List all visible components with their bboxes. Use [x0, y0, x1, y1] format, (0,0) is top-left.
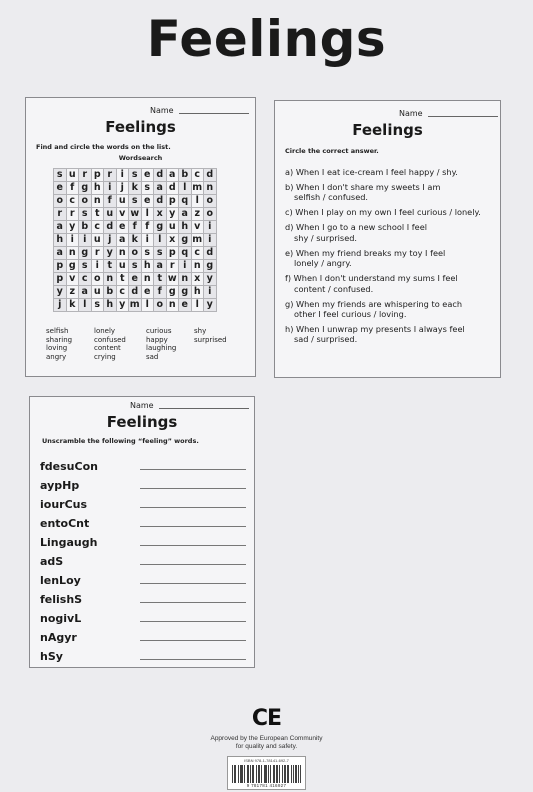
grid-letter: g — [79, 247, 92, 260]
question-continuation: shy / surprised. — [294, 232, 358, 243]
barcode-bar — [232, 765, 233, 783]
question-continuation: content / confused. — [294, 283, 374, 294]
grid-letter: c — [116, 286, 129, 299]
grid-letter: p — [91, 169, 104, 182]
grid-letter: n — [104, 273, 117, 286]
grid-letter: r — [54, 208, 67, 221]
question-item — [285, 299, 497, 320]
answer-line — [140, 507, 246, 508]
grid-letter: u — [166, 221, 179, 234]
barcode-bar — [250, 765, 251, 783]
grid-letter: c — [79, 273, 92, 286]
grid-row — [54, 234, 217, 247]
grid-letter: h — [54, 234, 67, 247]
question-list — [285, 167, 497, 349]
barcode-bar — [247, 765, 248, 783]
grid-letter: c — [191, 169, 204, 182]
question-item — [285, 167, 497, 177]
barcode-bar — [241, 765, 242, 783]
question-continuation: sad / surprised. — [294, 334, 358, 345]
name-field — [399, 109, 498, 118]
grid-letter: l — [79, 299, 92, 312]
grid-letter: i — [141, 234, 154, 247]
scrambled-word: adS — [40, 555, 64, 568]
answer-line — [140, 583, 246, 584]
grid-letter: e — [116, 221, 129, 234]
grid-letter: d — [129, 286, 142, 299]
unscramble-row — [40, 549, 252, 568]
grid-letter: i — [66, 234, 79, 247]
barcode-bar — [248, 765, 249, 783]
scrambled-word: iourCus — [40, 498, 88, 511]
sheet-title: Feelings — [106, 413, 178, 431]
scrambled-word: nAgyr — [40, 631, 77, 644]
question-continuation: selfish / confused. — [294, 192, 369, 203]
barcode-bar — [261, 765, 262, 783]
unscramble-sheet — [29, 396, 255, 668]
word-list-item: laughing — [146, 344, 177, 353]
grid-letter: g — [179, 234, 192, 247]
grid-letter: n — [166, 299, 179, 312]
grid-letter: u — [66, 169, 79, 182]
question-item — [285, 222, 497, 243]
word-list-column — [146, 327, 194, 361]
grid-letter: o — [91, 273, 104, 286]
scrambled-word: felishS — [40, 593, 83, 606]
answer-line — [140, 659, 246, 660]
grid-letter: o — [54, 195, 67, 208]
instruction-text: Find and circle the words on the list. — [36, 143, 171, 151]
barcode-bar — [259, 765, 260, 783]
answer-line — [140, 488, 246, 489]
question-text: c) When I play on my own I feel curious / lonely. — [285, 207, 481, 218]
grid-letter: x — [154, 208, 167, 221]
grid-letter: i — [204, 221, 217, 234]
name-line — [179, 113, 249, 114]
grid-letter: a — [79, 286, 92, 299]
barcode-bar — [266, 765, 267, 783]
grid-letter: i — [204, 234, 217, 247]
grid-letter: y — [204, 299, 217, 312]
grid-letter: r — [166, 260, 179, 273]
word-list-item: content — [94, 344, 121, 353]
grid-letter: c — [191, 247, 204, 260]
barcode-bar — [291, 765, 292, 783]
grid-letter: k — [66, 299, 79, 312]
barcode-bar — [235, 765, 236, 783]
grid-letter: o — [204, 208, 217, 221]
grid-letter: o — [79, 195, 92, 208]
grid-letter: n — [191, 260, 204, 273]
grid-letter: l — [191, 195, 204, 208]
scrambled-word: entoCnt — [40, 517, 90, 530]
grid-letter: r — [79, 169, 92, 182]
unscramble-row — [40, 511, 252, 530]
grid-letter: a — [179, 208, 192, 221]
grid-letter: e — [129, 273, 142, 286]
scrambled-word: aypHp — [40, 479, 80, 492]
barcode-bar — [258, 765, 259, 783]
word-list-column — [46, 327, 94, 361]
grid-letter: t — [154, 273, 167, 286]
grid-letter: d — [104, 221, 117, 234]
word-list-item: loving — [46, 344, 68, 353]
barcode-bar — [268, 765, 269, 783]
grid-letter: s — [154, 247, 167, 260]
isbn-text: ISBN 978-1-78141-692-7 — [244, 758, 289, 763]
name-label: Name — [130, 401, 154, 410]
unscramble-row — [40, 587, 252, 606]
grid-letter: g — [204, 260, 217, 273]
grid-letter: o — [154, 299, 167, 312]
barcode-bar — [295, 765, 296, 783]
question-text: f) When I don't understand my sums I feel — [285, 273, 458, 284]
grid-letter: x — [191, 273, 204, 286]
grid-letter: e — [141, 195, 154, 208]
grid-letter: t — [104, 260, 117, 273]
grid-letter: s — [129, 260, 142, 273]
barcode-bar — [287, 765, 288, 783]
grid-letter: e — [141, 286, 154, 299]
grid-letter: e — [179, 299, 192, 312]
word-list-item: confused — [94, 335, 126, 344]
question-item — [285, 324, 497, 345]
grid-letter: k — [129, 234, 142, 247]
answer-line — [140, 564, 246, 565]
barcode-bar — [300, 765, 301, 783]
name-line — [428, 116, 498, 117]
word-list-item: curious — [146, 327, 172, 335]
barcode-bar — [284, 765, 285, 783]
grid-letter: v — [191, 221, 204, 234]
question-text: e) When my friend breaks my toy I feel — [285, 247, 446, 258]
grid-letter: d — [154, 169, 167, 182]
word-list-column — [94, 327, 146, 361]
grid-letter: f — [104, 195, 117, 208]
grid-letter: y — [204, 273, 217, 286]
grid-letter: a — [166, 169, 179, 182]
page-title: Feelings — [146, 10, 387, 68]
answer-line — [140, 469, 246, 470]
grid-letter: z — [66, 286, 79, 299]
barcode-bar — [264, 765, 265, 783]
grid-letter: f — [154, 286, 167, 299]
grid-letter: u — [104, 208, 117, 221]
barcode — [227, 756, 306, 790]
grid-letter: u — [116, 195, 129, 208]
question-text: d) When I go to a new school I feel — [285, 222, 428, 233]
grid-letter: d — [154, 195, 167, 208]
grid-letter: m — [192, 182, 203, 193]
grid-letter: c — [66, 195, 79, 208]
unscramble-row — [40, 473, 252, 492]
grid-letter: y — [166, 208, 179, 221]
word-list-item: sharing — [46, 335, 73, 344]
grid-letter: p — [166, 195, 179, 208]
grid-letter: a — [116, 234, 129, 247]
grid-letter: f — [66, 182, 79, 195]
barcode-bar — [285, 765, 286, 783]
grid-letter: l — [141, 299, 154, 312]
barcode-bar — [253, 765, 254, 783]
grid-letter: l — [179, 182, 192, 195]
grid-letter: g — [154, 221, 167, 234]
word-list — [46, 327, 234, 361]
grid-row — [54, 299, 217, 312]
barcode-bar — [270, 765, 271, 783]
grid-letter: h — [104, 299, 117, 312]
grid-letter: g — [179, 286, 192, 299]
word-list-item: selfish — [46, 327, 69, 335]
grid-row — [54, 221, 217, 234]
answer-line — [140, 545, 246, 546]
question-text: a) When I eat ice-cream I feel happy / shy. — [285, 167, 458, 177]
answer-line — [140, 602, 246, 603]
grid-letter: t — [91, 208, 104, 221]
grid-letter: y — [54, 286, 67, 299]
unscramble-row — [40, 530, 252, 549]
grid-letter: e — [54, 182, 67, 195]
instruction-text: Unscramble the following “feeling” words. — [42, 437, 199, 445]
unscramble-row — [40, 492, 252, 511]
grid-letter: m — [192, 234, 203, 245]
grid-letter: r — [66, 208, 79, 221]
grid-letter: s — [129, 195, 142, 208]
grid-letter: r — [104, 169, 117, 182]
scrambled-word: Lingaugh — [40, 536, 98, 549]
question-continuation: other I feel curious / loving. — [294, 309, 407, 320]
answer-line — [140, 621, 246, 622]
grid-letter: n — [116, 247, 129, 260]
name-field — [150, 106, 249, 115]
answer-line — [140, 526, 246, 527]
grid-letter: x — [166, 234, 179, 247]
grid-letter: b — [79, 221, 92, 234]
grid-letter: m — [129, 299, 140, 310]
grid-letter: o — [204, 195, 217, 208]
grid-letter: q — [179, 247, 192, 260]
grid-letter: s — [54, 169, 67, 182]
barcode-bars — [232, 765, 301, 783]
wordsearch-heading: Wordsearch — [118, 154, 163, 162]
grid-letter: l — [141, 208, 154, 221]
grid-letter: i — [91, 260, 104, 273]
question-continuation: lonely / angry. — [294, 258, 352, 269]
word-list-column — [194, 327, 234, 361]
grid-letter: w — [167, 273, 177, 284]
wordsearch-grid — [53, 168, 217, 312]
grid-row — [54, 260, 217, 273]
question-item — [285, 248, 497, 269]
grid-letter: a — [54, 247, 67, 260]
grid-letter: a — [154, 182, 167, 195]
scrambled-word: hSy — [40, 650, 63, 663]
grid-row — [54, 169, 217, 182]
grid-letter: n — [141, 273, 154, 286]
grid-letter: s — [141, 182, 154, 195]
grid-letter: l — [191, 299, 204, 312]
barcode-bar — [244, 765, 245, 783]
grid-letter: d — [166, 182, 179, 195]
grid-letter: i — [104, 182, 117, 195]
scrambled-word: nogivL — [40, 612, 82, 625]
grid-letter: o — [129, 247, 142, 260]
grid-letter: n — [66, 247, 79, 260]
barcode-number: 9 781781 416927 — [246, 783, 287, 788]
grid-letter: a — [154, 260, 167, 273]
grid-letter: d — [204, 169, 217, 182]
unscramble-list — [40, 454, 252, 663]
grid-letter: s — [129, 169, 142, 182]
grid-letter: v — [116, 208, 129, 221]
grid-letter: s — [79, 208, 92, 221]
approval-line-2: for quality and safety. — [235, 743, 298, 750]
name-field — [130, 401, 249, 410]
approval-line-1: Approved by the European Community — [210, 735, 323, 742]
grid-letter: s — [141, 247, 154, 260]
grid-row — [54, 247, 217, 260]
barcode-bar — [273, 765, 274, 783]
grid-letter: u — [91, 234, 104, 247]
instruction-text: Circle the correct answer. — [285, 147, 379, 155]
grid-letter: j — [54, 299, 67, 312]
sheet-title: Feelings — [352, 121, 423, 139]
barcode-bar — [282, 765, 283, 783]
unscramble-row — [40, 644, 252, 663]
unscramble-row — [40, 568, 252, 587]
scrambled-word: lenLoy — [40, 574, 81, 587]
grid-row — [54, 182, 217, 195]
barcode-bar — [288, 765, 289, 783]
barcode-bar — [296, 765, 297, 783]
question-text: h) When I unwrap my presents I always feel — [285, 324, 465, 335]
grid-letter: z — [191, 208, 204, 221]
grid-letter: i — [79, 234, 92, 247]
wordsearch-sheet — [25, 97, 256, 377]
barcode-bar — [256, 765, 257, 783]
grid-letter: a — [54, 221, 67, 234]
grid-letter: r — [91, 247, 104, 260]
grid-row — [54, 273, 217, 286]
grid-letter: h — [191, 286, 204, 299]
grid-letter: n — [204, 182, 217, 195]
grid-letter: j — [104, 234, 117, 247]
grid-row — [54, 286, 217, 299]
grid-letter: u — [116, 260, 129, 273]
grid-letter: i — [179, 260, 192, 273]
barcode-bar — [293, 765, 294, 783]
grid-letter: b — [104, 286, 117, 299]
word-list-item: surprised — [194, 335, 227, 344]
answer-line — [140, 640, 246, 641]
grid-letter: h — [141, 260, 154, 273]
ce-mark-logo: CE — [251, 706, 282, 731]
name-line — [159, 408, 249, 409]
grid-letter: t — [116, 273, 129, 286]
grid-letter: b — [179, 169, 192, 182]
word-list-item: crying — [94, 352, 116, 361]
grid-letter: h — [91, 182, 104, 195]
grid-row — [54, 208, 217, 221]
barcode-bar — [274, 765, 275, 783]
barcode-bar — [276, 765, 277, 783]
circle-answer-sheet — [274, 100, 501, 378]
grid-letter: d — [204, 247, 217, 260]
grid-letter: p — [54, 260, 67, 273]
question-text: b) When I don't share my sweets I am — [285, 182, 441, 192]
question-item — [285, 182, 497, 203]
barcode-bar — [252, 765, 253, 783]
grid-letter: h — [179, 221, 192, 234]
word-list-item: shy — [194, 327, 207, 335]
grid-letter: n — [179, 273, 192, 286]
grid-letter: u — [91, 286, 104, 299]
grid-letter: k — [129, 182, 142, 195]
grid-letter: e — [141, 169, 154, 182]
barcode-bar — [265, 765, 266, 783]
barcode-bar — [277, 765, 278, 783]
question-text: g) When my friends are whispering to each — [285, 298, 463, 309]
barcode-bar — [279, 765, 280, 783]
question-item — [285, 207, 497, 217]
grid-letter: f — [129, 221, 142, 234]
word-list-item: happy — [146, 335, 168, 344]
grid-letter: s — [91, 299, 104, 312]
word-list-item: lonely — [94, 327, 116, 335]
grid-letter: g — [66, 260, 79, 273]
grid-letter: c — [91, 221, 104, 234]
grid-letter: w — [130, 208, 140, 219]
grid-letter: y — [66, 221, 79, 234]
word-list-item: angry — [46, 352, 67, 361]
grid-row — [54, 195, 217, 208]
name-label: Name — [399, 109, 423, 118]
name-label: Name — [150, 106, 174, 115]
unscramble-row — [40, 625, 252, 644]
barcode-bar — [240, 765, 241, 783]
grid-letter: i — [204, 286, 217, 299]
question-item — [285, 273, 497, 294]
barcode-bar — [238, 765, 239, 783]
grid-letter: v — [66, 273, 79, 286]
grid-letter: f — [141, 221, 154, 234]
grid-letter: l — [154, 234, 167, 247]
grid-letter: p — [166, 247, 179, 260]
grid-letter: q — [179, 195, 192, 208]
sheet-title: Feelings — [105, 118, 176, 136]
grid-letter: i — [116, 169, 129, 182]
barcode-bar — [242, 765, 243, 783]
grid-letter: g — [79, 182, 92, 195]
barcode-bar — [234, 765, 235, 783]
grid-letter: y — [104, 247, 117, 260]
scrambled-word: fdesuCon — [40, 460, 98, 473]
grid-letter: j — [116, 182, 129, 195]
unscramble-row — [40, 606, 252, 625]
barcode-bar — [298, 765, 299, 783]
grid-letter: s — [79, 260, 92, 273]
grid-letter: g — [166, 286, 179, 299]
word-list-item: sad — [146, 352, 159, 361]
unscramble-row — [40, 454, 252, 473]
grid-letter: y — [116, 299, 129, 312]
grid-letter: n — [91, 195, 104, 208]
grid-letter: p — [54, 273, 67, 286]
